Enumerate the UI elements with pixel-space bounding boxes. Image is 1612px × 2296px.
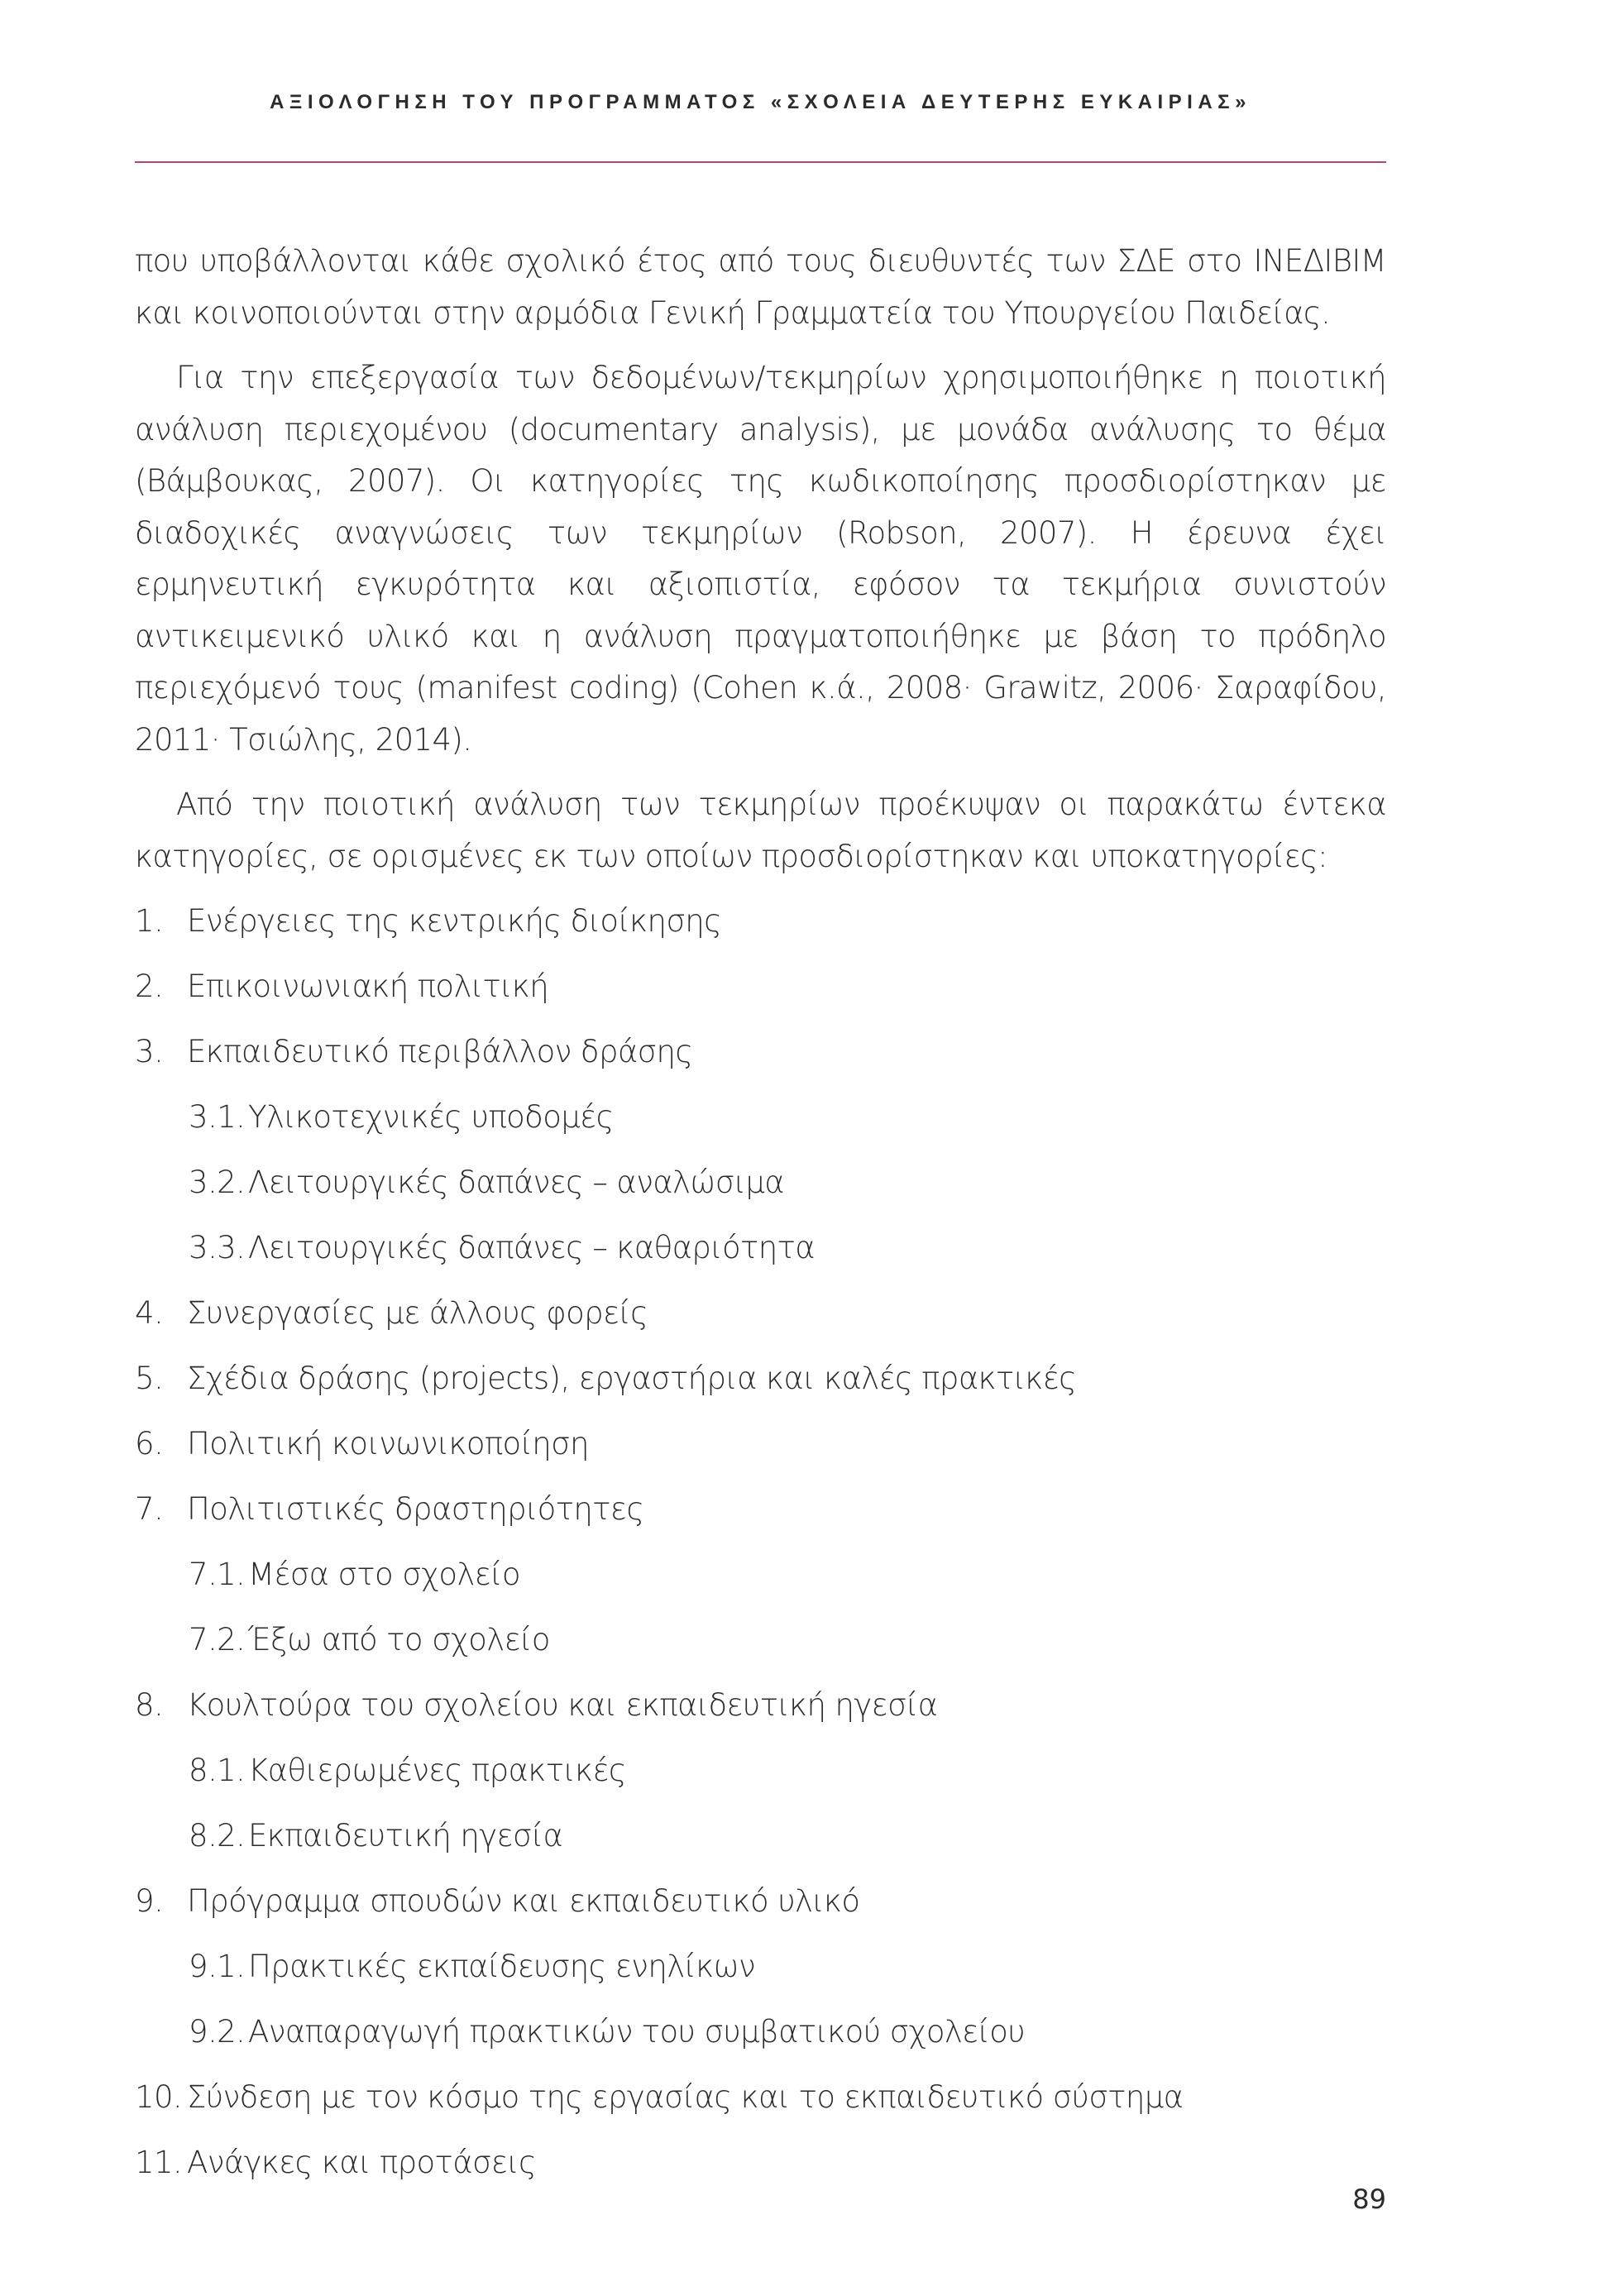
list-item-number: 7.1. bbox=[189, 1557, 246, 1592]
page-body bbox=[135, 236, 1386, 2203]
list-item-label: Πρόγραμμα σπουδών και εκπαιδευτικό υλικό bbox=[187, 1883, 860, 1919]
header-rule bbox=[135, 161, 1386, 163]
list-item-label: Αναπαραγωγή πρακτικών του συμβατικού σχολείου bbox=[248, 2014, 1026, 2050]
list-item-label: Έξω από το σχολείο bbox=[248, 1622, 550, 1657]
sub-list-item bbox=[135, 1549, 1386, 1614]
list-item-label: Σύνδεση με τον κόσμο της εργασίας και το εκπαιδευτικό σύστημα bbox=[187, 2079, 1184, 2115]
list-item bbox=[135, 2072, 1386, 2137]
list-item-number: 3.3. bbox=[189, 1230, 246, 1265]
list-item bbox=[135, 1353, 1386, 1418]
sub-list-item bbox=[135, 2007, 1386, 2072]
list-item-number: 6. bbox=[135, 1426, 164, 1461]
list-item bbox=[135, 896, 1386, 961]
page-number: 89 bbox=[1352, 2184, 1386, 2215]
sub-list-item bbox=[135, 1745, 1386, 1810]
list-item-number: 10. bbox=[135, 2079, 183, 2115]
list-item-number: 7. bbox=[135, 1491, 164, 1527]
list-item bbox=[135, 1418, 1386, 1484]
list-item-label: Καθιερωμένες πρακτικές bbox=[248, 1753, 626, 1788]
list-item-number: 8. bbox=[135, 1687, 164, 1723]
list-item-number: 3.1. bbox=[189, 1099, 246, 1135]
list-item-number: 7.2. bbox=[189, 1622, 246, 1657]
category-list bbox=[135, 896, 1386, 2203]
list-item-number: 3. bbox=[135, 1034, 164, 1069]
paragraph-methodology: Για την επεξεργασία των δεδομένων/τεκμηρίων χρησιμοποιήθηκε η ποιοτική ανάλυση περιεχομένου (documentary analysis), με μονάδα ανάλυσης το θέμα (Βάμβουκας, 2007). Οι κατηγορίες της κωδικοποίησης προσδιορίστηκαν με διαδοχικές αναγνώσεις των τεκμηρίων (Robson, 2007). Η έρευνα έχει ερμηνευτική εγκυρότητα και αξιοπιστία, εφόσον τα τεκμήρια συνιστούν αντικειμενικό υλικό και η ανάλυση πραγματοποιήθηκε με βάση το πρόδηλο περιεχόμενό τους (manifest coding) (Cohen κ.ά., 2008· Grawitz, 2006· Σαραφίδου, 2011· Τσιώλης, 2014). bbox=[135, 360, 1386, 758]
list-item-number: 2. bbox=[135, 969, 164, 1004]
list-item-label: Υλικοτεχνικές υποδομές bbox=[248, 1099, 614, 1135]
paragraph-continuation: που υποβάλλονται κάθε σχολικό έτος από τους διευθυντές των ΣΔΕ στο ΙΝΕΔΙΒΙΜ και κοινοποιούνται στην αρμόδια Γενική Γραμματεία του Υπουργείου Παιδείας. bbox=[135, 243, 1386, 331]
list-item-label: Επικοινωνιακή πολιτική bbox=[187, 969, 549, 1004]
list-item bbox=[135, 1484, 1386, 1549]
running-header: ΑΞΙΟΛΟΓΗΣΗ ΤΟΥ ΠΡΟΓΡΑΜΜΑΤΟΣ «ΣΧΟΛΕΙΑ ΔΕΥΤΕΡΗΣ ΕΥΚΑΙΡΙΑΣ» bbox=[270, 91, 1251, 113]
list-item-label: Ανάγκες και προτάσεις bbox=[187, 2145, 537, 2180]
list-item-label: Συνεργασίες με άλλους φορείς bbox=[187, 1295, 648, 1331]
list-item-number: 3.2. bbox=[189, 1165, 246, 1200]
list-item-number: 4. bbox=[135, 1295, 164, 1331]
paragraph-categories-intro: Από την ποιοτική ανάλυση των τεκμηρίων προέκυψαν οι παρακάτω έντεκα κατηγορίες, σε ορισμένες εκ των οποίων προσδιορίστηκαν και υποκατηγορίες: bbox=[135, 787, 1386, 874]
list-item bbox=[135, 2137, 1386, 2203]
list-item-label: Εκπαιδευτική ηγεσία bbox=[248, 1818, 563, 1854]
sub-list-item bbox=[135, 1092, 1386, 1157]
list-item-label: Εκπαιδευτικό περιβάλλον δράσης bbox=[187, 1034, 693, 1069]
list-item bbox=[135, 1680, 1386, 1745]
sub-list-item bbox=[135, 1614, 1386, 1680]
list-item-label: Πρακτικές εκπαίδευσης ενηλίκων bbox=[248, 1949, 756, 1984]
list-item-label: Σχέδια δράσης (projects), εργαστήρια και καλές πρακτικές bbox=[187, 1361, 1077, 1396]
list-item-number: 8.1. bbox=[189, 1753, 246, 1788]
sub-list-item bbox=[135, 1222, 1386, 1288]
list-item-label: Μέσα στο σχολείο bbox=[248, 1557, 520, 1592]
list-item-label: Πολιτιστικές δραστηριότητες bbox=[187, 1491, 644, 1527]
list-item-label: Λειτουργικές δαπάνες – αναλώσιμα bbox=[248, 1165, 785, 1200]
list-item bbox=[135, 961, 1386, 1026]
list-item-label: Κουλτούρα του σχολείου και εκπαιδευτική ηγεσία bbox=[187, 1687, 938, 1723]
list-item bbox=[135, 1026, 1386, 1092]
sub-list-item bbox=[135, 1810, 1386, 1876]
list-item-number: 8.2. bbox=[189, 1818, 246, 1854]
list-item-number: 9. bbox=[135, 1883, 164, 1919]
sub-list-item bbox=[135, 1941, 1386, 2007]
list-item-number: 9.2. bbox=[189, 2014, 246, 2050]
list-item-label: Λειτουργικές δαπάνες – καθαριότητα bbox=[248, 1230, 816, 1265]
list-item bbox=[135, 1876, 1386, 1941]
list-item-number: 5. bbox=[135, 1361, 164, 1396]
list-item bbox=[135, 1288, 1386, 1353]
list-item-label: Πολιτική κοινωνικοποίηση bbox=[187, 1426, 589, 1461]
sub-list-item bbox=[135, 1157, 1386, 1222]
list-item-number: 9.1. bbox=[189, 1949, 246, 1984]
list-item-label: Ενέργειες της κεντρικής διοίκησης bbox=[187, 903, 722, 939]
list-item-number: 11. bbox=[135, 2145, 183, 2180]
list-item-number: 1. bbox=[135, 903, 164, 939]
